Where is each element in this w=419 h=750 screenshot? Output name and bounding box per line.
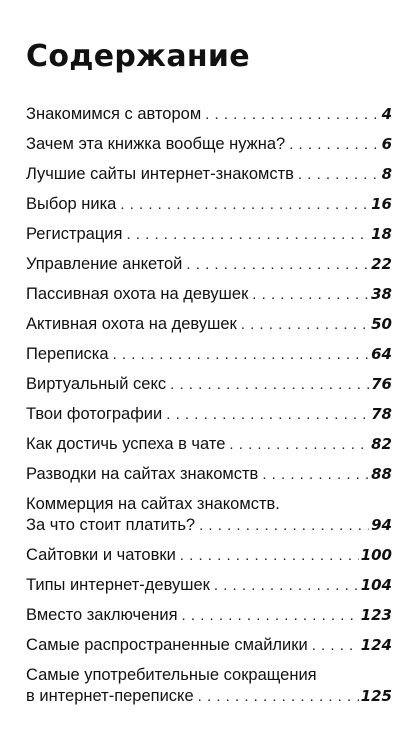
toc-entry-title: Лучшие сайты интернет-знакомств <box>26 165 294 183</box>
toc-entry-title: Твои фотографии <box>26 405 163 423</box>
toc-entry-page: 6 <box>381 135 392 153</box>
toc-entry-title: Сайтовки и чатовки <box>26 546 176 564</box>
toc-entry-page: 8 <box>381 165 392 183</box>
toc-leader-dots <box>214 575 359 596</box>
toc-leader-dots <box>241 314 369 335</box>
toc-entry-page: 22 <box>371 255 392 273</box>
toc-entry <box>26 605 392 626</box>
toc-entry-title: Пассивная охота на девушек <box>26 285 249 303</box>
toc-entry-page: 88 <box>371 465 392 483</box>
toc-leader-dots <box>170 374 369 395</box>
toc-leader-dots <box>252 284 369 305</box>
toc-entry-title-continued: в интернет-переписке <box>26 687 194 705</box>
toc-entry <box>26 314 392 335</box>
toc-entry <box>26 635 392 656</box>
toc-entry-page: 38 <box>371 285 392 303</box>
toc-entry-title: Разводки на сайтах знакомств <box>26 465 259 483</box>
toc-entry <box>26 134 392 155</box>
toc-leader-dots <box>180 545 359 566</box>
toc-leader-dots <box>262 464 369 485</box>
toc-entry-title: Знакомимся с автором <box>26 105 202 123</box>
toc-leader-dots <box>182 605 359 626</box>
toc-entry-page: 16 <box>371 195 392 213</box>
toc-entry <box>26 434 392 455</box>
toc-entry-title: Вместо заключения <box>26 606 178 624</box>
toc-entry <box>26 464 392 485</box>
toc-entry-page: 125 <box>360 687 392 705</box>
toc-entry <box>26 344 392 365</box>
toc-leader-dots <box>289 134 378 155</box>
toc-leader-dots <box>186 254 369 275</box>
toc-leader-dots <box>229 434 369 455</box>
toc-entry-page: 78 <box>371 405 392 423</box>
toc-leader-dots <box>205 104 378 125</box>
toc-leader-dots <box>312 635 359 656</box>
toc-leader-dots <box>120 194 369 215</box>
toc-entry-title: Самые употребительные сокращения <box>26 666 317 684</box>
toc-entry-title: Зачем эта книжка вообще нужна? <box>26 135 286 153</box>
toc-entry <box>26 224 392 245</box>
toc-entry <box>26 284 392 305</box>
toc-entry-title: Активная охота на девушек <box>26 315 237 333</box>
toc-leader-dots <box>298 164 378 185</box>
toc-entry-title: Самые распространенные смайлики <box>26 636 308 654</box>
toc-entry-title: Управление анкетой <box>26 255 183 273</box>
toc-entry <box>26 104 392 125</box>
toc-entry <box>26 164 392 185</box>
toc-entry-title: Выбор ника <box>26 195 117 213</box>
toc-entry-page: 50 <box>371 315 392 333</box>
page-title: Содержание <box>26 39 250 74</box>
toc-entry-page: 124 <box>360 636 392 654</box>
toc-list <box>26 104 392 716</box>
toc-entry-title: Как достичь успеха в чате <box>26 435 226 453</box>
toc-entry-page: 82 <box>371 435 392 453</box>
toc-leader-dots <box>166 404 369 425</box>
toc-entry <box>26 404 392 425</box>
toc-entry <box>26 545 392 566</box>
toc-leader-dots <box>198 686 359 707</box>
toc-entry <box>26 374 392 395</box>
toc-entry <box>26 194 392 215</box>
toc-entry-title-continued: За что стоит платить? <box>26 516 196 534</box>
toc-entry-title: Регистрация <box>26 225 123 243</box>
toc-entry-title: Виртуальный секс <box>26 375 167 393</box>
toc-entry-page: 94 <box>371 516 392 534</box>
toc-entry-page: 76 <box>371 375 392 393</box>
toc-entry <box>26 575 392 596</box>
toc-entry-page: 100 <box>360 546 392 564</box>
toc-entry-title: Типы интернет-девушек <box>26 576 210 594</box>
toc-entry-title: Переписка <box>26 345 109 363</box>
toc-leader-dots <box>199 515 369 536</box>
toc-entry-page: 4 <box>381 105 392 123</box>
toc-entry <box>26 254 392 275</box>
toc-entry-page: 18 <box>371 225 392 243</box>
toc-leader-dots <box>126 224 369 245</box>
toc-entry-page: 64 <box>371 345 392 363</box>
toc-entry <box>26 665 392 707</box>
toc-entry <box>26 494 392 536</box>
toc-entry-title: Коммерция на сайтах знакомств. <box>26 495 280 513</box>
toc-entry-page: 123 <box>360 606 392 624</box>
toc-entry-page: 104 <box>360 576 392 594</box>
toc-leader-dots <box>113 344 370 365</box>
